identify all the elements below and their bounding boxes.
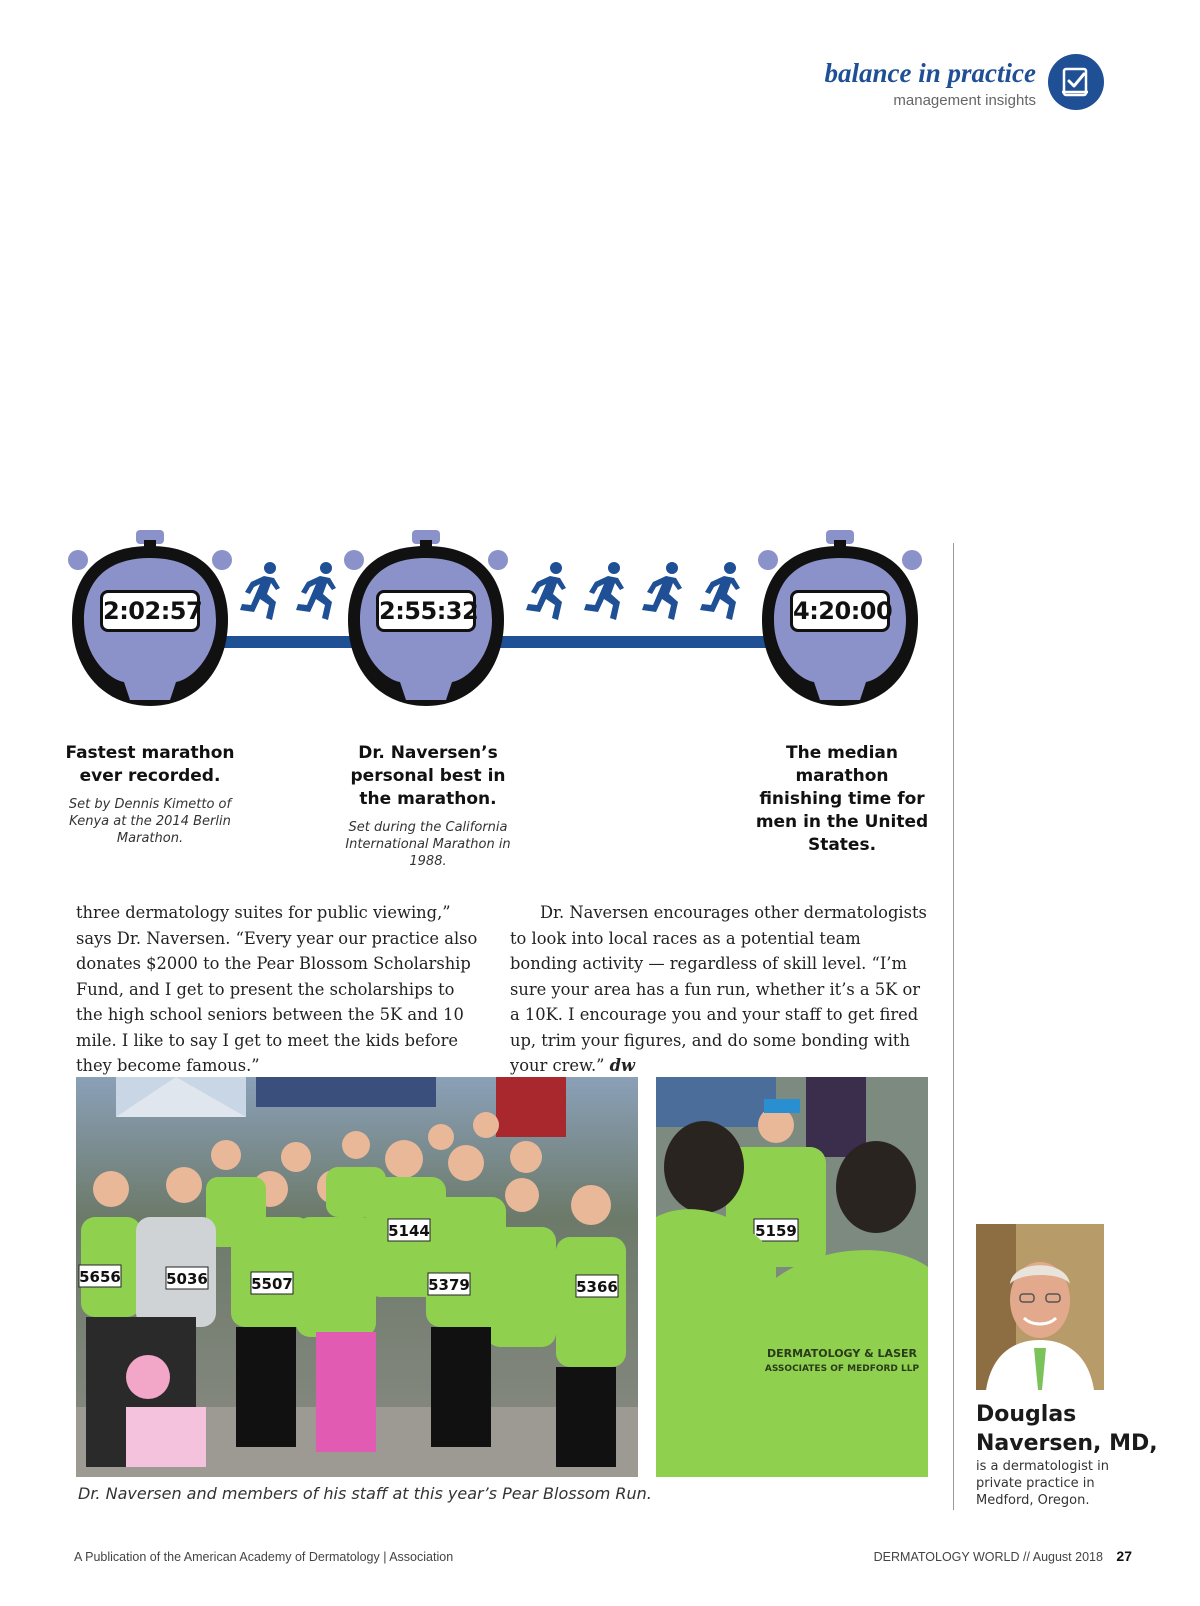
caption-note: Set during the California International Marathon in 1988. <box>345 820 511 869</box>
staff-back-photo <box>656 1077 928 1477</box>
caption-personal-best <box>340 742 516 870</box>
runner-icon <box>522 560 574 624</box>
bib-number: 5507 <box>251 1275 293 1293</box>
article-column-right <box>510 900 928 1079</box>
checklist-icon <box>1048 54 1104 110</box>
author-portrait <box>976 1224 1104 1390</box>
runner-icon <box>638 560 690 624</box>
article-paragraph <box>510 900 928 1079</box>
footer-publication: DERMATOLOGY WORLD <box>873 1550 1020 1564</box>
article-column-left <box>76 900 486 1079</box>
group-photo <box>76 1077 638 1477</box>
bib-number: 5366 <box>576 1278 618 1296</box>
caption-heading: Fastest marathon ever recorded. <box>65 743 235 786</box>
stopwatch-time: 4:20:00 <box>790 590 890 632</box>
caption-heading: Dr. Naversen’s personal best in the marathon. <box>350 743 506 809</box>
runner-icon <box>292 560 344 624</box>
author-description: is a dermatologist in private practice in Medford, Oregon. <box>976 1459 1109 1508</box>
stopwatch-1 <box>66 530 234 710</box>
author-name: Douglas Naversen, MD, <box>976 1402 1158 1456</box>
article-paragraph: three dermatology suites for public viewing,” says Dr. Naversen. “Every year our practice also donates $2000 to the Pear Blossom Scholarship Fund, and I get to present the scholarships to the high school seniors between the 5K and 10 mile. I like to say I get to meet the kids before they become famous.” <box>76 903 478 1075</box>
footer-date: // August 2018 <box>1023 1550 1103 1564</box>
bib-number: 5656 <box>79 1268 121 1286</box>
runner-icon <box>696 560 748 624</box>
bib-number: 5036 <box>166 1270 208 1288</box>
caption-median <box>754 742 930 857</box>
footer-publisher: A Publication of the American Academy of Dermatology | Association <box>74 1550 454 1564</box>
article-signoff: dw <box>609 1056 636 1075</box>
photo-caption: Dr. Naversen and members of his staff at this year’s Pear Blossom Run. <box>78 1484 652 1503</box>
section-title: balance in practice <box>824 58 1036 88</box>
bib-number: 5159 <box>755 1222 797 1240</box>
page-number: 27 <box>1116 1548 1132 1564</box>
bib-number: 5379 <box>428 1276 470 1294</box>
footer-issue <box>874 1548 1132 1564</box>
stopwatch-time: 2:02:57 <box>100 590 200 632</box>
runner-icon <box>236 560 288 624</box>
bib-number: 5144 <box>388 1222 430 1240</box>
stopwatch-3 <box>756 530 924 710</box>
stopwatch-2 <box>342 530 510 710</box>
section-header <box>804 54 1104 114</box>
article-text: Dr. Naversen encourages other dermatologists to look into local races as a potential team bonding activity — regardless of skill level. “I’m sure your area has a fun run, whether it’s a 5K or a 10K. I encourage you and your staff to get fired up, trim your figures, and do some bonding with your crew.” <box>510 903 927 1075</box>
section-subtitle: management insights <box>893 92 1036 109</box>
caption-fastest <box>60 742 240 847</box>
stopwatch-time: 2:55:32 <box>376 590 476 632</box>
caption-note: Set by Dennis Kimetto of Kenya at the 2014 Berlin Marathon. <box>68 797 232 846</box>
svg-text:DERMATOLOGY & LASER: DERMATOLOGY & LASER <box>767 1347 917 1360</box>
caption-heading: The median marathon finishing time for men in the United States. <box>755 743 929 855</box>
svg-text:ASSOCIATES OF MEDFORD LLP: ASSOCIATES OF MEDFORD LLP <box>764 1364 920 1374</box>
marathon-times-infographic <box>60 530 940 870</box>
column-divider <box>953 543 954 1510</box>
runner-icon <box>580 560 632 624</box>
